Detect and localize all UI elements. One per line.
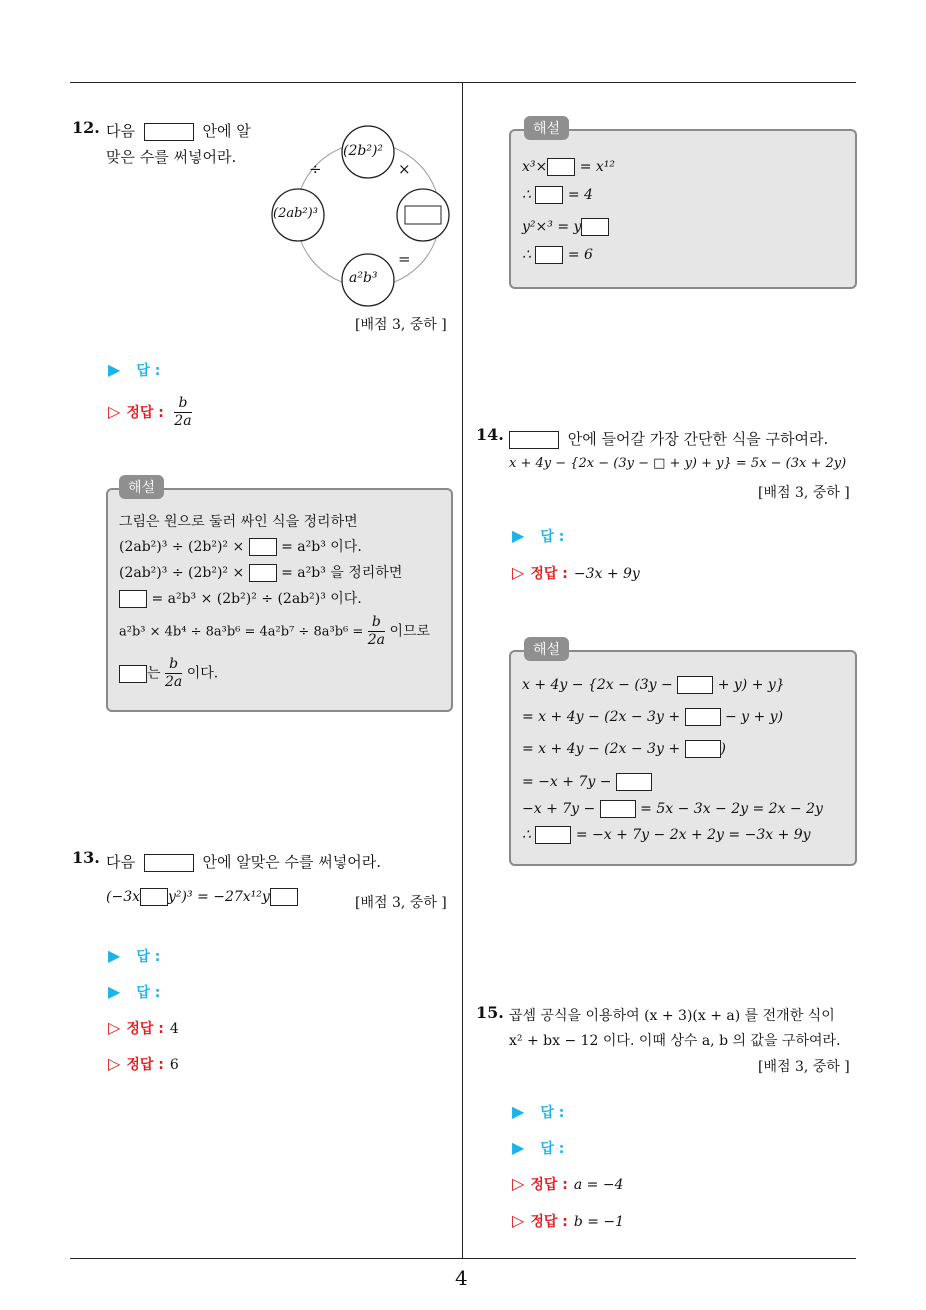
blank-box [616, 773, 652, 791]
q14-exp-line4 [522, 773, 652, 791]
correct-label: 정답 : [530, 566, 568, 582]
q13-exp-2a: ∴ [522, 187, 531, 203]
q15-answer-2: b = −1 [573, 1214, 625, 1230]
q12-answer-line[interactable] [108, 360, 160, 380]
q14-exp-line3 [522, 740, 726, 758]
blank-box [685, 740, 721, 758]
frac-den: 2a [367, 632, 385, 648]
frac-num: b [371, 614, 381, 630]
q12-text-a: 다음 [106, 122, 135, 140]
q14-exp-6b: = −x + 7y − 2x + 2y = −3x + 9y [575, 827, 811, 843]
q12-exp-line3 [119, 562, 402, 582]
q13-answer-1: 4 [169, 1021, 179, 1037]
answer-label: 답 : [136, 363, 161, 379]
q15-answer-1: a = −4 [573, 1177, 624, 1193]
q13-explanation-panel [509, 129, 857, 289]
blank-box [535, 826, 571, 844]
q12-exp-2b: = a²b³ 이다. [281, 539, 362, 555]
q13-exp-3a: y²×³ = y [522, 219, 582, 235]
q12-exp-line4 [119, 588, 362, 608]
q15-correct-line-1 [512, 1174, 623, 1194]
q13-exp-1a: x³× [522, 159, 548, 175]
play-outline-icon: ▷ [512, 1211, 525, 1230]
q14-exp-line2 [522, 708, 783, 726]
q14-exp-1a: x + 4y − {2x − (3y − [522, 677, 673, 693]
blank-box [535, 186, 563, 204]
q14-exp-3a: = x + 4y − (2x − 3y + [522, 741, 681, 757]
q12-text-b: 안에 알 [202, 122, 251, 140]
q15-text-line1: 곱셈 공식을 이용하여 (x + 3)(x + a) 를 전개한 식이 [509, 1008, 835, 1024]
q14-exp-2b: − y + y) [724, 709, 784, 725]
q14-exp-4a: = −x + 7y − [522, 774, 612, 790]
answer-label: 답 : [540, 529, 565, 545]
answer-label: 답 : [136, 985, 161, 1001]
q12-blank-box[interactable] [144, 123, 194, 141]
play-outline-icon: ▷ [512, 563, 525, 582]
correct-label: 정답 : [530, 1177, 568, 1193]
play-outline-icon: ▷ [108, 401, 121, 421]
q13-eq-right: = −27x¹²y [197, 889, 270, 905]
column-divider [462, 82, 463, 1258]
circle-right-blank [405, 206, 441, 224]
q14-exp-6a: ∴ [522, 827, 531, 843]
q14-exp-1b: + y) + y} [717, 677, 785, 693]
answer-label: 답 : [540, 1105, 565, 1121]
circle-top-label: (2b²)² [343, 143, 384, 159]
answer-label: 답 : [136, 949, 161, 965]
q13-answer-line-2[interactable] [108, 982, 160, 1002]
q14-text-main: 안에 들어갈 가장 간단한 식을 구하여라. [567, 430, 829, 448]
q15-number: 15. [476, 1003, 504, 1022]
q12-exp-3a: (2ab²)³ ÷ (2b²)² × [119, 565, 245, 581]
q13-answer-2: 6 [169, 1057, 179, 1073]
blank-box [270, 888, 298, 906]
q13-equation [106, 888, 298, 906]
blank-box [547, 158, 575, 176]
q15-text-line2: x² + bx − 12 이다. 이때 상수 a, b 의 값을 구하여라. [509, 1033, 841, 1049]
q12-exp-5b: 이므로 [389, 623, 431, 640]
q13-answer-line-1[interactable] [108, 946, 160, 966]
frac-num: b [169, 656, 179, 672]
correct-label: 정답 : [126, 404, 164, 421]
circle-left-label: (2ab²)³ [273, 206, 318, 221]
q15-answer-line-2[interactable] [512, 1138, 564, 1158]
q12-correct-line [108, 395, 192, 430]
q12-text-line1 [106, 120, 251, 141]
q12-exp-3b: = a²b³ 을 정리하면 [281, 565, 403, 581]
q15-correct-line-2 [512, 1211, 624, 1231]
q13-number: 13. [72, 848, 100, 867]
correct-label: 정답 : [530, 1214, 568, 1230]
q13-text-a: 다음 [106, 853, 135, 871]
q12-exp-6b: 이다. [186, 665, 219, 682]
correct-label: 정답 : [126, 1057, 164, 1073]
op-divide: ÷ [309, 160, 322, 178]
blank-box [140, 888, 168, 906]
play-outline-icon: ▷ [108, 1054, 121, 1073]
q13-correct-line-1 [108, 1018, 179, 1038]
q14-correct-line [512, 563, 640, 583]
blank-box [685, 708, 721, 726]
q13-exp-line2 [522, 186, 593, 204]
q14-exp-line6 [522, 826, 811, 844]
q13-eq-left: (−3x [106, 889, 140, 905]
q14-exp-2a: = x + 4y − (2x − 3y + [522, 709, 681, 725]
q12-answer-den: 2a [174, 413, 192, 429]
q14-explanation-tab: 해설 [524, 637, 569, 661]
q13-exp-line1 [522, 158, 615, 176]
play-icon: ▶ [512, 1102, 525, 1121]
correct-label: 정답 : [126, 1021, 164, 1037]
q14-answer: −3x + 9y [573, 566, 640, 582]
q13-exp-4a: ∴ [522, 247, 531, 263]
q14-exp-5a: −x + 7y − [522, 801, 596, 817]
q12-exp-4: = a²b³ × (2b²)² ÷ (2ab²)³ 이다. [151, 591, 362, 607]
q14-equation: x + 4y − {2x − (3y − □ + y) + y} = 5x − (3x + 2y) [509, 456, 847, 471]
q13-blank-box[interactable] [144, 854, 194, 872]
play-icon: ▶ [108, 982, 121, 1001]
q12-explanation-tab: 해설 [119, 475, 164, 499]
q13-text-b: 안에 알맞은 수를 써넣어라. [202, 853, 382, 871]
top-rule [70, 82, 856, 83]
q12-exp-5a: a²b³ × 4b⁴ ÷ 8a³b⁶ = 4a²b⁷ ÷ 8a³b⁶ = [119, 624, 364, 640]
frac-den: 2a [164, 674, 183, 690]
q13-exp-line4 [522, 246, 593, 264]
q12-meta: [배점 3, 중하 ] [355, 317, 447, 333]
q14-number: 14. [476, 425, 504, 444]
q14-exp-line1 [522, 676, 785, 694]
q15-meta: [배점 3, 중하 ] [758, 1059, 850, 1075]
play-outline-icon: ▷ [108, 1018, 121, 1037]
blank-box [119, 665, 147, 683]
q12-number: 12. [72, 118, 100, 137]
play-icon: ▶ [512, 1138, 525, 1157]
q14-exp-5b: = 5x − 3x − 2y = 2x − 2y [640, 801, 823, 817]
q12-exp-fraction2 [165, 656, 182, 691]
q14-answer-line[interactable] [512, 526, 564, 546]
q13-eq-mid: y²)³ [168, 889, 193, 905]
page-number: 4 [455, 1266, 468, 1290]
play-icon: ▶ [512, 526, 525, 545]
q13-meta: [배점 3, 중하 ] [355, 895, 447, 911]
answer-label: 답 : [540, 1141, 565, 1157]
q14-exp-line5 [522, 800, 823, 818]
q12-exp-line2 [119, 536, 362, 556]
blank-box [600, 800, 636, 818]
circle-bottom-label: a²b³ [349, 270, 378, 286]
q13-text [106, 851, 381, 872]
play-icon: ▶ [108, 360, 121, 379]
play-icon: ▶ [108, 946, 121, 965]
blank-box [249, 564, 277, 582]
q12-answer-fraction [174, 395, 191, 430]
q12-exp-line5 [119, 614, 430, 649]
blank-box [249, 538, 277, 556]
blank-box [581, 218, 609, 236]
q12-answer-num: b [178, 395, 188, 411]
blank-box [677, 676, 713, 694]
q14-blank-box[interactable] [509, 431, 559, 449]
q13-exp-1b: = x¹² [579, 159, 616, 175]
q14-exp-3b: ) [720, 741, 726, 757]
q12-exp-6a: 는 [147, 665, 161, 682]
q12-exp-fraction [368, 614, 385, 649]
play-outline-icon: ▷ [512, 1174, 525, 1193]
q12-text-line2: 맞은 수를 써넣어라. [106, 148, 237, 166]
q14-meta: [배점 3, 중하 ] [758, 485, 850, 501]
q12-exp-line6 [119, 656, 218, 691]
q13-exp-line3 [522, 218, 609, 236]
q12-exp-line1: 그림은 원으로 둘러 싸인 식을 정리하면 [119, 514, 358, 530]
q12-exp-2a: (2ab²)³ ÷ (2b²)² × [119, 539, 245, 555]
blank-box [119, 590, 147, 608]
bottom-rule [70, 1258, 856, 1259]
op-equals: = [398, 250, 411, 268]
q13-correct-line-2 [108, 1054, 179, 1074]
q13-explanation-tab: 해설 [524, 116, 569, 140]
q13-exp-2b: = 4 [567, 187, 593, 203]
op-multiply: × [398, 160, 411, 178]
q15-answer-line-1[interactable] [512, 1102, 564, 1122]
blank-box [535, 246, 563, 264]
q13-exp-4b: = 6 [567, 247, 593, 263]
q14-text [509, 428, 828, 449]
